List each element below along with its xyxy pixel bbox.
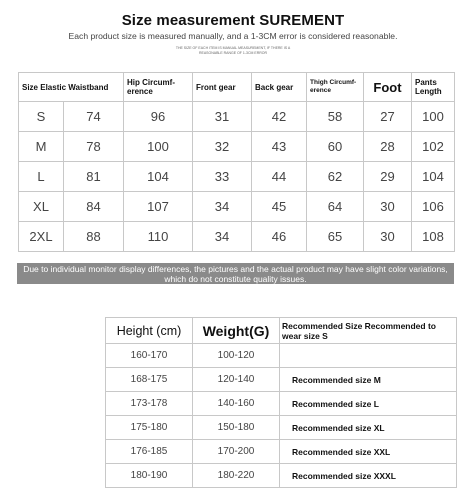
recommend-row (106, 368, 457, 392)
header-back-gear: Back gear (252, 73, 307, 102)
size-row-2xl (19, 222, 455, 252)
height-cell: 180-190 (106, 464, 193, 488)
recommend-row (106, 416, 457, 440)
weight-cell: 180-220 (193, 464, 280, 488)
recommended-size-cell (280, 344, 457, 368)
recommend-row (106, 344, 457, 368)
recommend-row (106, 464, 457, 488)
pants-length-cell: 106 (412, 192, 455, 222)
header-recommended-size: Recommended Size Recommended to wear size S (280, 318, 457, 344)
thigh-cell: 65 (307, 222, 364, 252)
header-front-gear: Front gear (193, 73, 252, 102)
page-subtitle: Each product size is measured manually, and a 1-3CM error is considered reasonable. (68, 31, 398, 41)
foot-cell: 28 (364, 132, 412, 162)
page-title: Size measurement SUREMENT (121, 12, 345, 29)
recommend-row (106, 440, 457, 464)
hip-cell: 110 (124, 222, 193, 252)
weight-cell: 120-140 (193, 368, 280, 392)
header-size-waistband: Size Elastic Waistband (19, 73, 124, 102)
size-table-header-row (19, 73, 455, 102)
weight-cell: 140-160 (193, 392, 280, 416)
recommend-table-header-row (106, 318, 457, 344)
hip-cell: 96 (124, 102, 193, 132)
thigh-cell: 64 (307, 192, 364, 222)
back-gear-cell: 45 (252, 192, 307, 222)
pants-length-cell: 108 (412, 222, 455, 252)
fine-print-line-2: REASONABLE RANGE OF 1-3CM ERROR (198, 51, 268, 55)
color-variation-notice: Due to individual monitor display differences, the pictures and the actual product may have slight color variations, which do not constitute quality issues. (17, 263, 454, 284)
size-row-s (19, 102, 455, 132)
size-cell: L (19, 162, 64, 192)
pants-length-cell: 100 (412, 102, 455, 132)
recommended-size-cell: Recommended size XXL (280, 440, 457, 464)
waistband-cell: 78 (64, 132, 124, 162)
foot-cell: 30 (364, 222, 412, 252)
waistband-cell: 88 (64, 222, 124, 252)
waistband-cell: 84 (64, 192, 124, 222)
header-hip-circumference: Hip Circumf-erence (124, 73, 193, 102)
size-cell: S (19, 102, 64, 132)
thigh-cell: 60 (307, 132, 364, 162)
size-cell: XL (19, 192, 64, 222)
pants-length-cell: 102 (412, 132, 455, 162)
foot-cell: 30 (364, 192, 412, 222)
size-row-xl (19, 192, 455, 222)
waistband-cell: 74 (64, 102, 124, 132)
size-recommendation-table (105, 317, 457, 488)
recommended-size-cell: Recommended size XXXL (280, 464, 457, 488)
waistband-cell: 81 (64, 162, 124, 192)
back-gear-cell: 43 (252, 132, 307, 162)
front-gear-cell: 33 (193, 162, 252, 192)
back-gear-cell: 46 (252, 222, 307, 252)
fine-print-note (0, 46, 466, 56)
back-gear-cell: 44 (252, 162, 307, 192)
hip-cell: 100 (124, 132, 193, 162)
height-cell: 175-180 (106, 416, 193, 440)
header-pants-length: Pants Length (412, 73, 455, 102)
height-cell: 160-170 (106, 344, 193, 368)
height-cell: 168-175 (106, 368, 193, 392)
front-gear-cell: 31 (193, 102, 252, 132)
size-row-l (19, 162, 455, 192)
recommended-size-cell: Recommended size L (280, 392, 457, 416)
back-gear-cell: 42 (252, 102, 307, 132)
hip-cell: 104 (124, 162, 193, 192)
foot-cell: 27 (364, 102, 412, 132)
thigh-cell: 58 (307, 102, 364, 132)
size-cell: 2XL (19, 222, 64, 252)
recommend-row (106, 392, 457, 416)
weight-cell: 150-180 (193, 416, 280, 440)
header-height: Height (cm) (106, 318, 193, 344)
recommended-size-cell: Recommended size M (280, 368, 457, 392)
hip-cell: 107 (124, 192, 193, 222)
header-weight: Weight(G) (193, 318, 280, 344)
front-gear-cell: 34 (193, 222, 252, 252)
size-cell: M (19, 132, 64, 162)
foot-cell: 29 (364, 162, 412, 192)
header-thigh-circumference: Thigh Circumf-erence (307, 73, 364, 102)
size-row-m (19, 132, 455, 162)
pants-length-cell: 104 (412, 162, 455, 192)
weight-cell: 170-200 (193, 440, 280, 464)
height-cell: 173-178 (106, 392, 193, 416)
front-gear-cell: 34 (193, 192, 252, 222)
weight-cell: 100-120 (193, 344, 280, 368)
thigh-cell: 62 (307, 162, 364, 192)
size-measurement-table (18, 72, 455, 252)
fine-print-line-1: THE SIZE OF EACH ITEM IS MANUAL MEASUREMENT, IF THERE IS A (175, 46, 291, 50)
height-cell: 176-185 (106, 440, 193, 464)
recommended-size-cell: Recommended size XL (280, 416, 457, 440)
front-gear-cell: 32 (193, 132, 252, 162)
header-foot: Foot (364, 73, 412, 102)
